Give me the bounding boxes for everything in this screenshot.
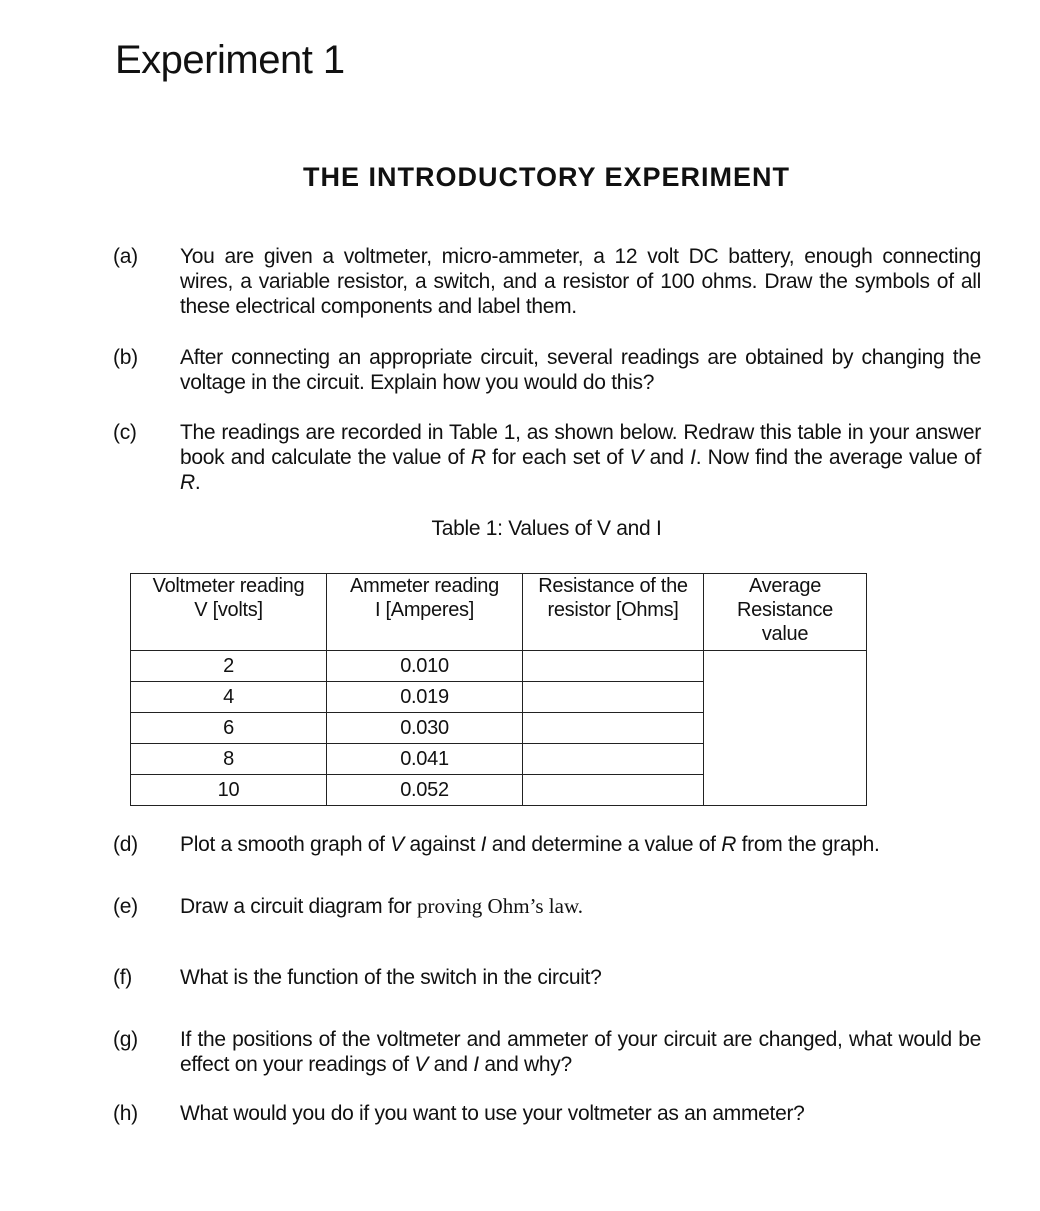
document-title: Experiment 1 bbox=[115, 38, 345, 82]
question-label: (a) bbox=[113, 245, 138, 268]
resistance-cell bbox=[523, 775, 704, 806]
question-label: (e) bbox=[113, 895, 138, 918]
current-cell: 0.041 bbox=[327, 744, 523, 775]
resistance-cell bbox=[523, 713, 704, 744]
question-text: After connecting an appropriate circuit, several readings are obtained by changing the voltage in the circuit. Explain how you would do this? bbox=[180, 346, 981, 394]
current-cell: 0.019 bbox=[327, 682, 523, 713]
header-resistance: Resistance of the resistor [Ohms] bbox=[523, 574, 704, 651]
header-ammeter: Ammeter reading I [Amperes] bbox=[327, 574, 523, 651]
average-cell bbox=[704, 651, 867, 806]
question-text: If the positions of the voltmeter and ammeter of your circuit are changed, what would be effect on your readings of V and I and why? bbox=[180, 1028, 981, 1076]
question-text: You are given a voltmeter, micro-ammeter, a 12 volt DC battery, enough connecting wires, a variable resistor, a switch, and a resistor of 100 ohms. Draw the symbols of all these electrical components and label them. bbox=[180, 245, 981, 318]
current-cell: 0.010 bbox=[327, 651, 523, 682]
voltage-cell: 4 bbox=[131, 682, 327, 713]
question-b bbox=[113, 345, 981, 395]
question-g bbox=[113, 1027, 981, 1077]
current-cell: 0.052 bbox=[327, 775, 523, 806]
voltage-cell: 6 bbox=[131, 713, 327, 744]
question-text: Draw a circuit diagram for proving Ohm’s law. bbox=[180, 894, 584, 918]
question-label: (c) bbox=[113, 421, 137, 444]
question-text: Plot a smooth graph of V against I and determine a value of R from the graph. bbox=[180, 833, 880, 856]
voltage-cell: 2 bbox=[131, 651, 327, 682]
question-label: (b) bbox=[113, 346, 138, 369]
question-d bbox=[113, 832, 981, 857]
question-label: (f) bbox=[113, 966, 132, 989]
readings-table bbox=[130, 573, 867, 806]
table-row bbox=[131, 651, 867, 682]
question-label: (g) bbox=[113, 1028, 138, 1051]
question-a bbox=[113, 244, 981, 319]
question-text: The readings are recorded in Table 1, as shown below. Redraw this table in your answer book and calculate the value of R for each set of V and I. Now find the average value of R. bbox=[180, 421, 981, 494]
table-caption: Table 1: Values of V and I bbox=[431, 517, 662, 540]
current-cell: 0.030 bbox=[327, 713, 523, 744]
question-text: What would you do if you want to use your voltmeter as an ammeter? bbox=[180, 1102, 805, 1125]
question-label: (h) bbox=[113, 1102, 138, 1125]
resistance-cell bbox=[523, 682, 704, 713]
question-text: What is the function of the switch in the circuit? bbox=[180, 966, 602, 989]
header-voltmeter: Voltmeter reading V [volts] bbox=[131, 574, 327, 651]
question-c bbox=[113, 420, 981, 495]
resistance-cell bbox=[523, 744, 704, 775]
question-label: (d) bbox=[113, 833, 138, 856]
voltage-cell: 8 bbox=[131, 744, 327, 775]
table-header-row bbox=[131, 574, 867, 651]
voltage-cell: 10 bbox=[131, 775, 327, 806]
question-h bbox=[113, 1101, 981, 1126]
resistance-cell bbox=[523, 651, 704, 682]
question-e bbox=[113, 894, 981, 919]
header-average: Average Resistance value bbox=[704, 574, 867, 651]
experiment-subtitle: THE INTRODUCTORY EXPERIMENT bbox=[302, 162, 791, 192]
question-f bbox=[113, 965, 981, 990]
